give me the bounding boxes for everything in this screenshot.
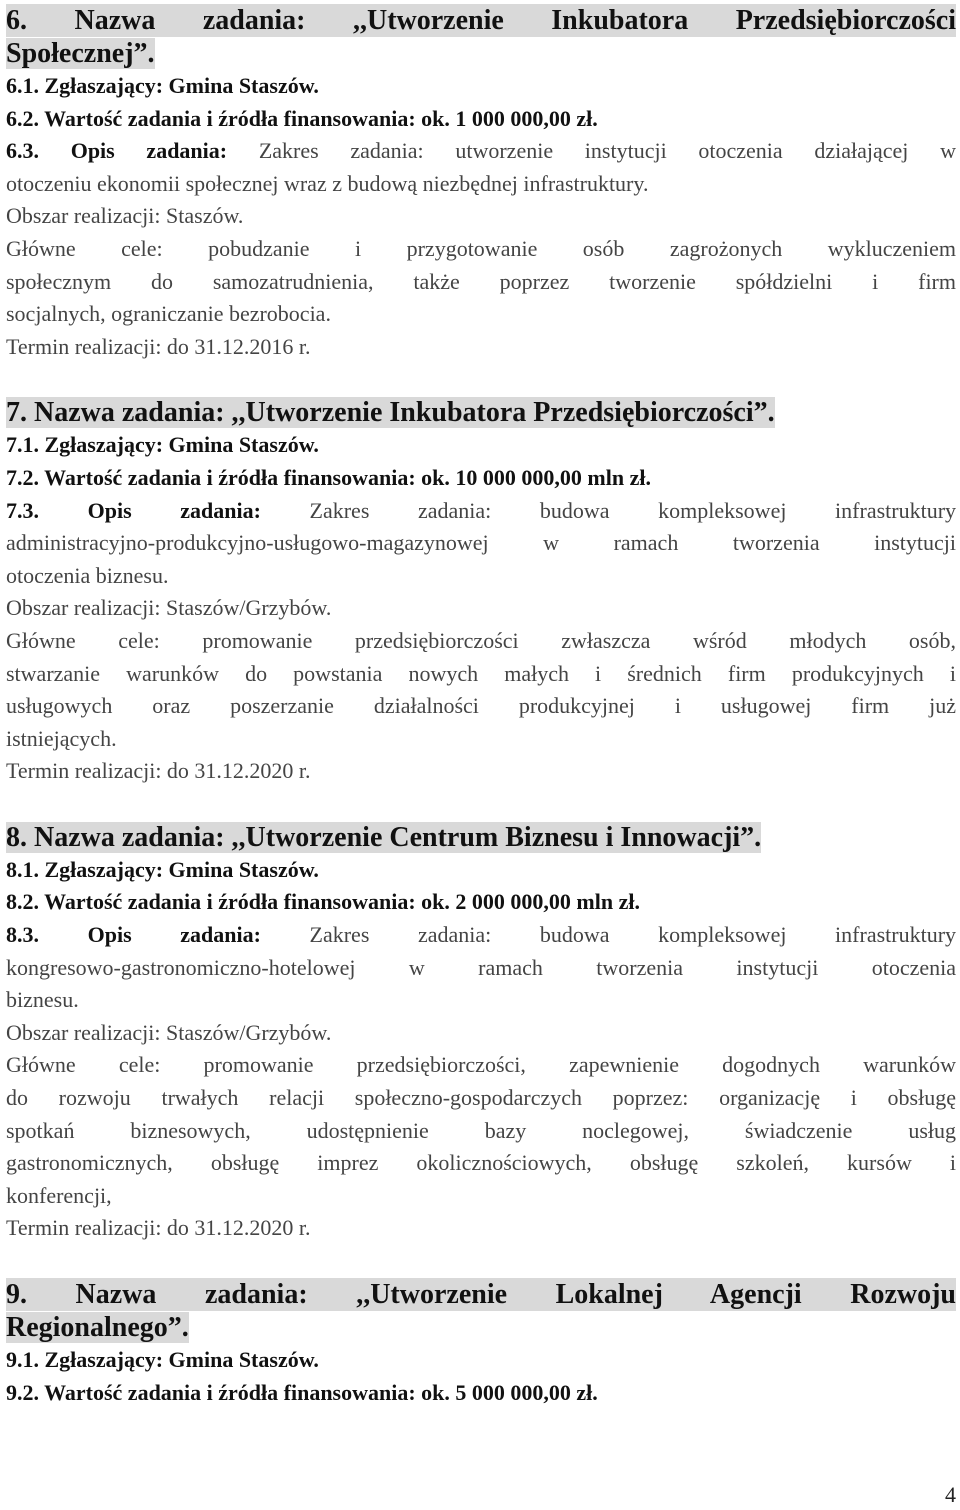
section-6-description-line-1: [6, 135, 956, 168]
section-8: [6, 821, 956, 1245]
section-7-description-line-1: [6, 495, 956, 528]
section-8-goals-line-5: konferencji,: [6, 1182, 112, 1208]
section-9-heading-line-2-text: Regionalnego”.: [6, 1312, 189, 1343]
section-8-description-line-2: kongresowo-gastronomiczno-hotelowej w ramach tworzenia instytucji otoczenia: [6, 954, 956, 980]
section-9-heading-line-1: 9. Nazwa zadania: ,,Utworzenie Lokalnej Agencji Rozwoju: [6, 1279, 956, 1310]
section-8-description-label: Opis zadania:: [87, 922, 261, 948]
section-7-value: 7.2. Wartość zadania i źródła finansowania: ok. 10 000 000,00 mln zł.: [6, 464, 651, 490]
section-8-goals-line-4: gastronomicznych, obsługę imprez okolicznościowych, obsługę szkoleń, kursów i: [6, 1150, 956, 1176]
section-6-description-label: Opis zadania:: [70, 138, 228, 164]
section-6-value: 6.2. Wartość zadania i źródła finansowania: ok. 1 000 000,00 zł.: [6, 105, 598, 131]
spacer: [6, 1245, 956, 1278]
section-9-applicant: 9.1. Zgłaszający: Gmina Staszów.: [6, 1347, 319, 1372]
spacer: [6, 363, 956, 396]
section-8-goals-line-2: do rozwoju trwałych relacji społeczno-gospodarczych poprzez: organizację i obsługę: [6, 1085, 956, 1111]
section-6-area: Obszar realizacji: Staszów.: [6, 203, 244, 229]
section-8-description-line-1: [6, 919, 956, 952]
section-8-description-text: Zakres zadania: budowa kompleksowej infrastruktury: [309, 922, 957, 948]
section-9: [6, 1278, 956, 1409]
section-6-heading-line-2-text: Społecznej”.: [6, 38, 155, 69]
section-7-heading: [6, 396, 956, 429]
spacer: [6, 788, 956, 821]
section-8-heading-text: 8. Nazwa zadania: ,,Utworzenie Centrum Biznesu i Innowacji”.: [6, 821, 762, 853]
section-6-description-text: Zakres zadania: utworzenie instytucji otoczenia działającej w: [258, 138, 956, 164]
section-7-goals-line-1: Główne cele: promowanie przedsiębiorczości zwłaszcza wśród młodych osób,: [6, 627, 956, 653]
section-8-goals-line-3: spotkań biznesowych, udostępnienie bazy noclegowej, świadczenie usług: [6, 1117, 956, 1143]
section-8-deadline: Termin realizacji: do 31.12.2020 r.: [6, 1215, 311, 1241]
document-page: [6, 4, 956, 1409]
section-9-value: 9.2. Wartość zadania i źródła finansowania: ok. 5 000 000,00 zł.: [6, 1379, 598, 1405]
section-6-description-number: 6.3.: [6, 138, 39, 164]
section-7-heading-text: 7. Nazwa zadania: ,,Utworzenie Inkubatora Przedsiębiorczości”.: [6, 397, 775, 429]
section-7-goals-line-3: usługowych oraz poszerzanie działalności produkcyjnej i usługowej firm już: [6, 693, 956, 719]
section-7-description-number: 7.3.: [6, 497, 39, 523]
section-7-description-line-3: otoczenia biznesu.: [6, 562, 169, 588]
section-8-description-line-3: biznesu.: [6, 987, 79, 1013]
section-6: [6, 4, 956, 363]
section-6-heading-line-2: [6, 37, 956, 70]
section-8-description-number: 8.3.: [6, 922, 39, 948]
section-8-applicant: 8.1. Zgłaszający: Gmina Staszów.: [6, 856, 319, 882]
section-6-applicant: 6.1. Zgłaszający: Gmina Staszów.: [6, 73, 319, 98]
section-6-goals-line-1: Główne cele: pobudzanie i przygotowanie osób zagrożonych wykluczeniem: [6, 235, 956, 261]
section-7-description-line-2: administracyjno-produkcyjno-usługowo-magazynowej w ramach tworzenia instytucji: [6, 530, 956, 556]
section-7-description-label: Opis zadania:: [87, 497, 261, 523]
section-6-heading-line-1: 6. Nazwa zadania: ,,Utworzenie Inkubatora Przedsiębiorczości: [6, 5, 956, 36]
section-7-deadline: Termin realizacji: do 31.12.2020 r.: [6, 758, 311, 784]
section-9-heading-line-2: [6, 1311, 956, 1344]
section-6-goals-line-3: socjalnych, ograniczanie bezrobocia.: [6, 301, 331, 327]
section-6-goals-line-2: społecznym do samozatrudnienia, także poprzez tworzenie spółdzielni i firm: [6, 268, 956, 294]
section-7-goals-line-4: istniejących.: [6, 725, 117, 751]
page-number: 4: [945, 1482, 956, 1507]
section-8-goals-line-1: Główne cele: promowanie przedsiębiorczości, zapewnienie dogodnych warunków: [6, 1052, 956, 1078]
section-6-deadline: Termin realizacji: do 31.12.2016 r.: [6, 333, 311, 359]
section-7-area: Obszar realizacji: Staszów/Grzybów.: [6, 595, 332, 621]
section-7-applicant: 7.1. Zgłaszający: Gmina Staszów.: [6, 432, 319, 458]
section-8-area: Obszar realizacji: Staszów/Grzybów.: [6, 1019, 332, 1045]
section-8-value: 8.2. Wartość zadania i źródła finansowania: ok. 2 000 000,00 mln zł.: [6, 889, 640, 915]
section-7: [6, 396, 956, 788]
section-6-description-line-2: otoczeniu ekonomii społecznej wraz z budową niezbędnej infrastruktury.: [6, 170, 649, 196]
section-8-heading: [6, 821, 956, 854]
section-7-goals-line-2: stwarzanie warunków do powstania nowych małych i średnich firm produkcyjnych i: [6, 660, 956, 686]
section-7-description-text: Zakres zadania: budowa kompleksowej infrastruktury: [309, 497, 957, 523]
